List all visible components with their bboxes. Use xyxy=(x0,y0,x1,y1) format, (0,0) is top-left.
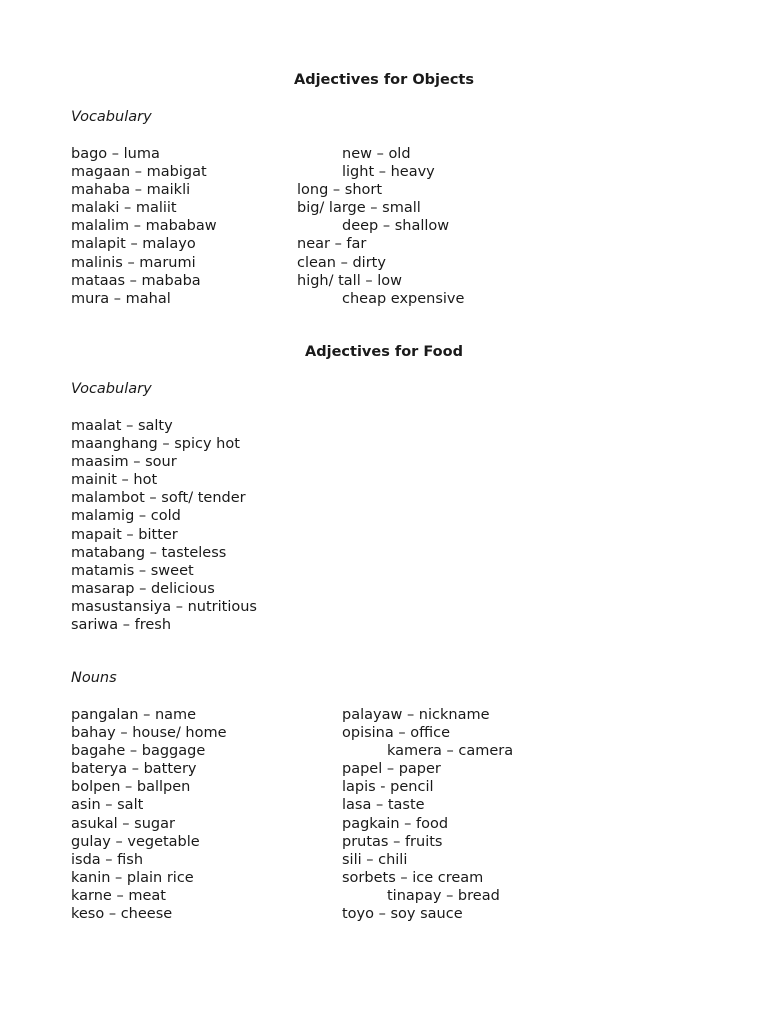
noun-left: kanin – plain rice xyxy=(71,869,194,886)
noun-row xyxy=(71,851,408,869)
english-term: deep – shallow xyxy=(342,218,450,235)
noun-left: pangalan – name xyxy=(71,707,197,723)
food-vocab-list xyxy=(71,417,257,634)
english-term: new – old xyxy=(342,146,411,162)
noun-left: gulay – vegetable xyxy=(71,833,200,850)
noun-right: kamera – camera xyxy=(387,743,514,760)
tagalog-term: mahaba – maikli xyxy=(71,182,191,199)
vocab-row xyxy=(71,272,402,290)
noun-right: pagkain – food xyxy=(342,815,449,832)
noun-row xyxy=(71,706,490,724)
tagalog-term: mataas – mababa xyxy=(71,272,201,289)
tagalog-term: bago – luma xyxy=(71,146,160,162)
noun-left: asukal – sugar xyxy=(71,815,175,832)
vocab-item: sariwa – fresh xyxy=(71,617,172,634)
noun-row xyxy=(71,742,514,760)
noun-row xyxy=(71,887,500,905)
english-term: cheap expensive xyxy=(342,290,465,307)
noun-right: lasa – taste xyxy=(342,797,425,814)
vocab-row xyxy=(71,181,383,199)
vocab-item: maasim – sour xyxy=(71,454,177,471)
vocab-item: masarap – delicious xyxy=(71,580,215,597)
vocab-row xyxy=(71,290,465,308)
vocab-row xyxy=(71,145,411,163)
vocab-row xyxy=(71,217,450,235)
food-subheading: Vocabulary xyxy=(71,381,152,397)
noun-row xyxy=(71,905,463,923)
noun-right: toyo – soy sauce xyxy=(342,906,463,923)
objects-title: Adjectives for Objects xyxy=(293,72,474,88)
noun-row xyxy=(71,724,451,742)
noun-row xyxy=(71,815,449,833)
noun-left: asin – salt xyxy=(71,797,144,814)
noun-right: sorbets – ice cream xyxy=(342,869,484,886)
objects-subheading: Vocabulary xyxy=(71,109,152,125)
noun-row xyxy=(71,778,434,796)
noun-row xyxy=(71,869,484,887)
vocab-row xyxy=(71,235,367,253)
noun-right: sili – chili xyxy=(342,851,408,868)
vocab-item: matamis – sweet xyxy=(71,562,194,579)
english-term: big/ large – small xyxy=(297,200,421,217)
tagalog-term: magaan – mabigat xyxy=(71,164,207,181)
tagalog-term: malaki – maliit xyxy=(71,200,177,217)
noun-row xyxy=(71,833,443,851)
vocab-row xyxy=(71,199,421,217)
english-term: high/ tall – low xyxy=(297,272,402,289)
noun-row xyxy=(71,796,425,814)
objects-vocab-list xyxy=(71,145,465,308)
nouns-subheading: Nouns xyxy=(71,670,117,686)
noun-right: papel – paper xyxy=(342,761,441,778)
vocab-item: maalat – salty xyxy=(71,418,173,434)
noun-left: bahay – house/ home xyxy=(71,725,227,742)
tagalog-term: mura – mahal xyxy=(71,290,171,307)
vocab-item: mainit – hot xyxy=(71,472,158,489)
english-term: clean – dirty xyxy=(297,254,386,271)
vocab-row xyxy=(71,254,386,272)
noun-row xyxy=(71,760,441,778)
vocab-item: mapait – bitter xyxy=(71,526,178,543)
noun-right: palayaw – nickname xyxy=(342,707,490,723)
vocab-item: matabang – tasteless xyxy=(71,544,227,561)
tagalog-term: malalim – mababaw xyxy=(71,218,217,235)
noun-left: karne – meat xyxy=(71,887,166,904)
nouns-vocab-list xyxy=(71,706,514,923)
food-title: Adjectives for Food xyxy=(305,344,463,360)
english-term: long – short xyxy=(297,182,383,199)
vocab-row xyxy=(71,163,435,181)
vocab-item: masustansiya – nutritious xyxy=(71,598,257,615)
noun-right: prutas – fruits xyxy=(342,833,443,850)
noun-right: tinapay – bread xyxy=(387,887,500,904)
english-term: light – heavy xyxy=(342,164,435,181)
vocab-item: malambot – soft/ tender xyxy=(71,490,246,507)
noun-right: lapis - pencil xyxy=(342,779,434,796)
noun-left: bagahe – baggage xyxy=(71,743,206,760)
noun-left: baterya – battery xyxy=(71,761,197,778)
tagalog-term: malinis – marumi xyxy=(71,254,196,271)
vocab-item: malamig – cold xyxy=(71,508,181,525)
noun-left: keso – cheese xyxy=(71,906,173,923)
noun-right: opisina – office xyxy=(342,725,451,742)
noun-left: bolpen – ballpen xyxy=(71,779,191,796)
tagalog-term: malapit – malayo xyxy=(71,236,196,253)
english-term: near – far xyxy=(297,236,367,253)
noun-left: isda – fish xyxy=(71,851,144,868)
vocab-item: maanghang – spicy hot xyxy=(71,436,240,453)
